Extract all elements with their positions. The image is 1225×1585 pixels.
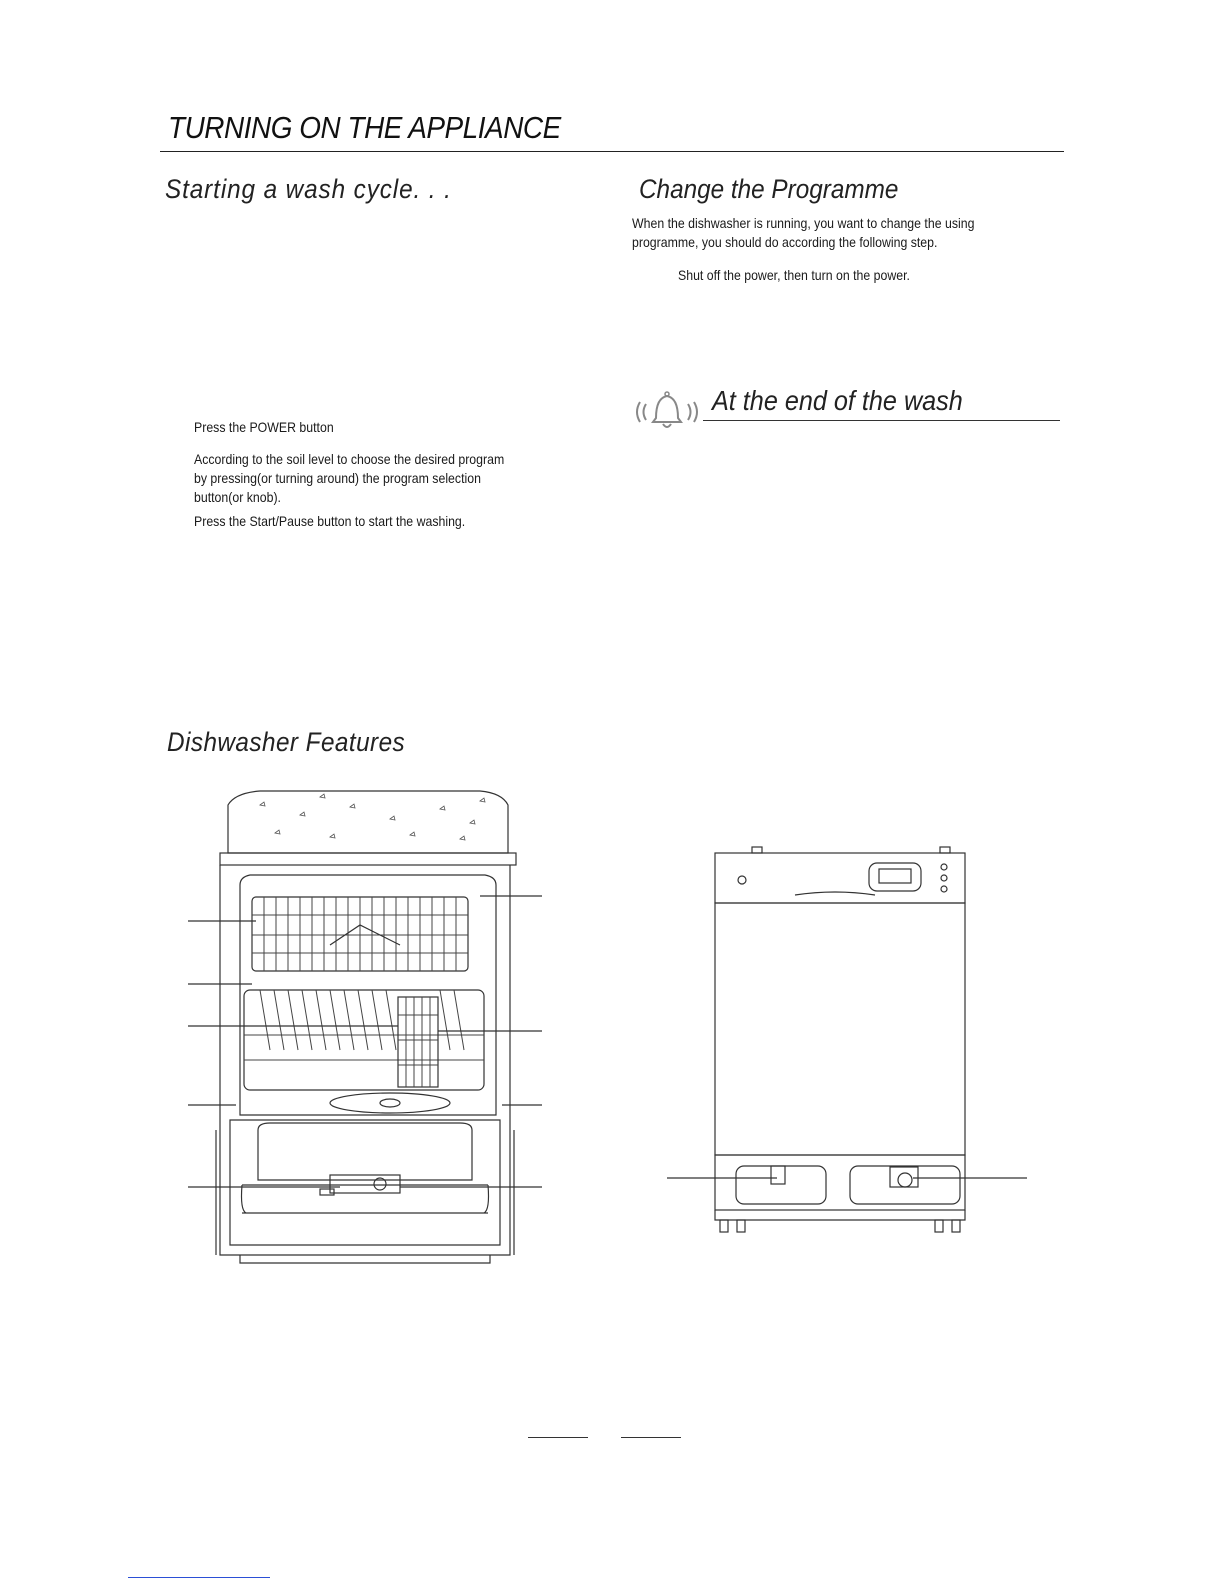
step-program-line2: by pressing(or turning around) the program selection bbox=[194, 470, 481, 486]
change-paragraph-line2: programme, you should do according the following step. bbox=[632, 234, 938, 250]
page-number-rule-left bbox=[528, 1437, 588, 1438]
starting-heading: Starting a wash cycle. . . bbox=[165, 174, 452, 204]
features-heading: Dishwasher Features bbox=[167, 727, 406, 757]
step-program-line3: button(or knob). bbox=[194, 489, 281, 505]
bell-icon bbox=[632, 388, 712, 438]
step-power: Press the POWER button bbox=[194, 419, 334, 435]
title-divider bbox=[160, 151, 1064, 152]
change-paragraph-line1: When the dishwasher is running, you want to change the using bbox=[632, 215, 975, 231]
page-number-rule-right bbox=[621, 1437, 681, 1438]
dishwasher-interior-figure bbox=[180, 785, 560, 1270]
bottom-link-underline bbox=[128, 1577, 270, 1578]
dishwasher-front-figure bbox=[665, 845, 1037, 1240]
step-program-line1: According to the soil level to choose the desired program bbox=[194, 451, 505, 467]
page-title: TURNING ON THE APPLIANCE bbox=[168, 110, 561, 145]
end-heading: At the end of the wash bbox=[712, 385, 963, 416]
change-heading: Change the Programme bbox=[639, 174, 899, 204]
step-start: Press the Start/Pause button to start the washing. bbox=[194, 513, 466, 529]
end-heading-rule bbox=[703, 420, 1060, 421]
change-step: Shut off the power, then turn on the power. bbox=[678, 267, 910, 283]
